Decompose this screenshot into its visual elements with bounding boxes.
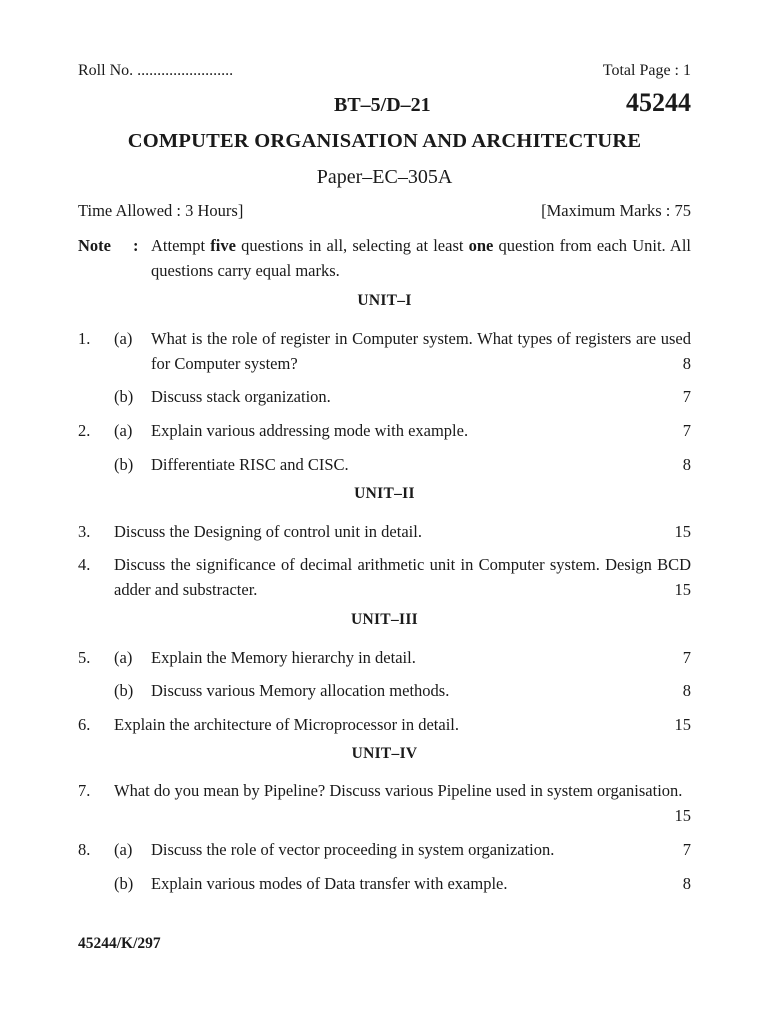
question-number: 7. [78, 781, 91, 800]
question-text: Explain the Memory hierarchy in detail. [151, 648, 416, 667]
part-label: (b) [114, 455, 134, 474]
note [78, 233, 691, 283]
marks: 8 [682, 455, 691, 474]
question-4 [78, 552, 691, 602]
question-7 [78, 778, 691, 828]
question-text: Discuss various Memory allocation methods. [151, 681, 450, 700]
marks: 15 [674, 715, 691, 734]
marks: 15 [674, 806, 691, 825]
marks: 7 [682, 840, 691, 859]
question-text: Explain various addressing mode with example. [151, 421, 469, 440]
note-colon: : [133, 236, 139, 255]
part-label: (b) [114, 874, 134, 893]
note-emphasis-five: five [210, 236, 236, 255]
part-label: (a) [114, 840, 133, 859]
unit-heading-2: UNIT–II [354, 485, 415, 502]
question-text: Discuss stack organization. [151, 387, 331, 406]
unit-heading-1: UNIT–I [357, 292, 412, 309]
part-label: (b) [114, 387, 134, 406]
roll-no: Roll No. ........................ [78, 62, 234, 79]
note-text: Attempt five questions in all, selecting at least one question from each Unit. All questions carry equal marks. [151, 236, 692, 280]
marks: 15 [674, 580, 691, 599]
question-number: 4. [78, 555, 91, 574]
question-number: 8. [78, 840, 91, 859]
part-label: (b) [114, 681, 134, 700]
marks: 7 [682, 421, 691, 440]
question-paper [78, 0, 691, 1024]
question-text: What do you mean by Pipeline? Discuss various Pipeline used in system organisation. [114, 781, 683, 800]
question-number: 5. [78, 648, 91, 667]
marks: 7 [682, 387, 691, 406]
exam-code: BT–5/D–21 [334, 94, 431, 116]
total-page: Total Page : 1 [602, 62, 691, 79]
question-text: Discuss the Designing of control unit in detail. [114, 522, 422, 541]
question-text: Explain the architecture of Microprocessor in detail. [114, 715, 459, 734]
question-1a [78, 326, 691, 376]
question-number: 1. [78, 329, 91, 348]
time-allowed: Time Allowed : 3 Hours] [78, 201, 244, 220]
question-number: 3. [78, 522, 91, 541]
paper-code: Paper–EC–305A [316, 166, 453, 188]
unit-heading-4: UNIT–IV [351, 745, 418, 762]
marks: 8 [682, 681, 691, 700]
part-label: (a) [114, 648, 133, 667]
part-label: (a) [114, 329, 133, 348]
paper-number: 45244 [626, 88, 691, 117]
footer-code: 45244/K/297 [78, 935, 161, 952]
max-marks: [Maximum Marks : 75 [541, 201, 691, 220]
marks: 7 [682, 648, 691, 667]
question-text: What is the role of register in Computer system. What types of registers are used for Computer system? [151, 329, 691, 373]
note-emphasis-one: one [468, 236, 494, 255]
question-number: 6. [78, 715, 91, 734]
part-label: (a) [114, 421, 133, 440]
question-text: Explain various modes of Data transfer with example. [151, 874, 508, 893]
question-text: Discuss the significance of decimal arithmetic unit in Computer system. Design BCD adder and substracter. [114, 555, 691, 599]
marks: 8 [682, 354, 691, 373]
question-text: Differentiate RISC and CISC. [151, 455, 349, 474]
question-text: Discuss the role of vector proceeding in system organization. [151, 840, 555, 859]
marks: 8 [682, 874, 691, 893]
marks: 15 [674, 522, 691, 541]
subject-title: COMPUTER ORGANISATION AND ARCHITECTURE [127, 130, 642, 152]
note-label: Note [78, 236, 111, 255]
question-number: 2. [78, 421, 91, 440]
unit-heading-3: UNIT–III [350, 611, 418, 628]
